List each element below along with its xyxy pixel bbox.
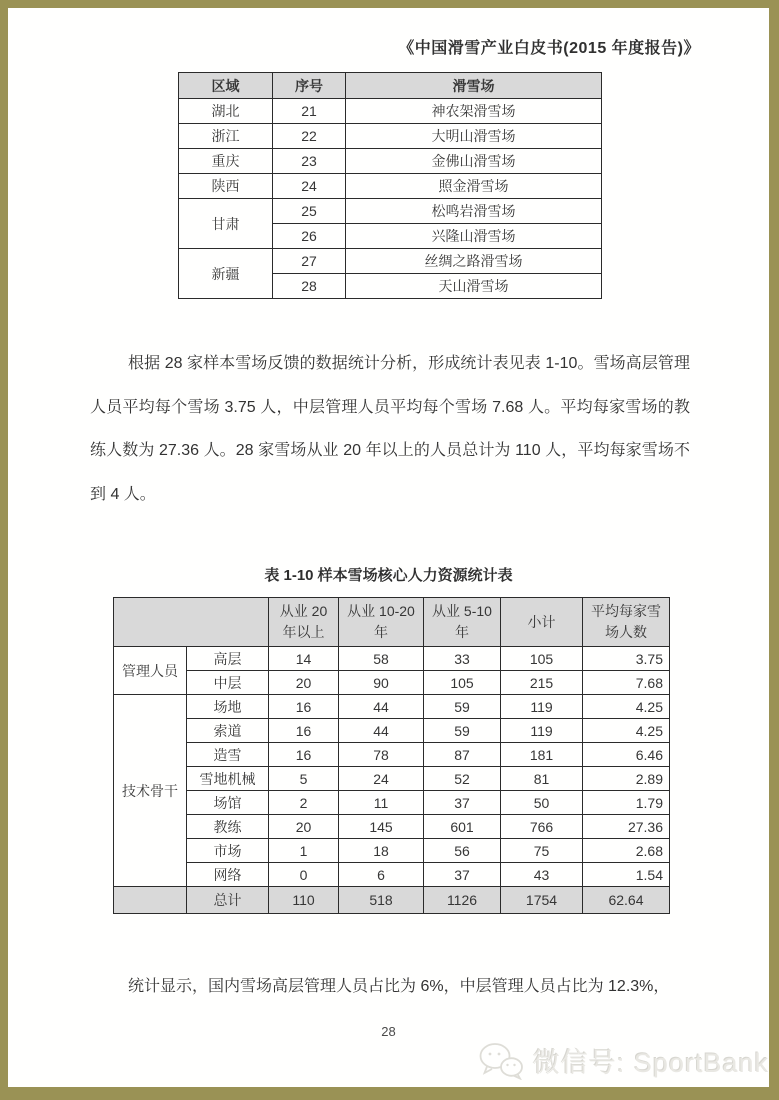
table-row	[114, 791, 670, 815]
table-cell: 75	[501, 839, 583, 863]
table-row	[114, 695, 670, 719]
table-row	[179, 149, 602, 174]
column-header: 小计	[501, 598, 583, 647]
table-cell: 2	[269, 791, 339, 815]
table-cell: 16	[269, 719, 339, 743]
table-cell: 181	[501, 743, 583, 767]
table-cell: 湖北	[179, 99, 273, 124]
table-cell: 浙江	[179, 124, 273, 149]
table-cell: 87	[424, 743, 501, 767]
hr-stats-table	[113, 597, 670, 914]
watermark	[478, 1041, 769, 1080]
table-cell: 总计	[187, 887, 269, 914]
table-cell: 5	[269, 767, 339, 791]
table-cell: 119	[501, 719, 583, 743]
table-cell: 20	[269, 815, 339, 839]
table-cell: 陕西	[179, 174, 273, 199]
table-cell: 松鸣岩滑雪场	[346, 199, 602, 224]
table-cell: 重庆	[179, 149, 273, 174]
table-cell: 58	[339, 647, 424, 671]
table-cell: 1.54	[583, 863, 670, 887]
watermark-text: 微信号: SportBank	[532, 1048, 769, 1078]
table-cell: 3.75	[583, 647, 670, 671]
document-header-title: 《中国滑雪产业白皮书(2015 年度报告)》	[398, 40, 700, 57]
table-cell: 78	[339, 743, 424, 767]
table-row	[114, 863, 670, 887]
table-cell: 照金滑雪场	[346, 174, 602, 199]
table-cell: 601	[424, 815, 501, 839]
body-paragraph: 统计显示，国内雪场高层管理人员占比为 6%，中层管理人员占比为 12.3%，	[128, 978, 670, 995]
table-cell: 2.68	[583, 839, 670, 863]
table-cell: 52	[424, 767, 501, 791]
table-row	[179, 174, 602, 199]
table-cell: 市场	[187, 839, 269, 863]
column-header: 滑雪场	[346, 73, 602, 99]
table-cell: 0	[269, 863, 339, 887]
table-cell: 24	[339, 767, 424, 791]
table-row	[114, 839, 670, 863]
table-row	[179, 99, 602, 124]
table-cell: 21	[273, 99, 346, 124]
table-cell: 50	[501, 791, 583, 815]
table-row	[114, 767, 670, 791]
table-cell: 1.79	[583, 791, 670, 815]
table-cell: 23	[273, 149, 346, 174]
table-cell: 索道	[187, 719, 269, 743]
table-row	[114, 743, 670, 767]
table-row	[114, 719, 670, 743]
column-header: 从业 5-10 年	[424, 598, 501, 647]
table-cell: 7.68	[583, 671, 670, 695]
table-cell: 神农架滑雪场	[346, 99, 602, 124]
table-cell: 766	[501, 815, 583, 839]
table-cell: 新疆	[179, 249, 273, 299]
page-number: 28	[381, 1024, 396, 1039]
wechat-icon	[478, 1042, 524, 1080]
table-cell: 14	[269, 647, 339, 671]
table-row	[114, 647, 670, 671]
table-cell: 造雪	[187, 743, 269, 767]
table-cell: 甘肃	[179, 199, 273, 249]
table-cell: 27	[273, 249, 346, 274]
table-cell: 62.64	[583, 887, 670, 914]
table-cell: 26	[273, 224, 346, 249]
table-cell: 215	[501, 671, 583, 695]
table-cell: 18	[339, 839, 424, 863]
table-cell: 1	[269, 839, 339, 863]
table-cell: 119	[501, 695, 583, 719]
table-cell: 丝绸之路滑雪场	[346, 249, 602, 274]
column-header: 序号	[273, 73, 346, 99]
table-cell: 44	[339, 695, 424, 719]
column-header	[114, 598, 269, 647]
body-paragraph: 根据 28 家样本雪场反馈的数据统计分析，形成统计表见表 1-10。雪场高层管理人员平均每个雪场 3.75 人，中层管理人员平均每个雪场 7.68 人。平均每家雪场的教练人数为 27.36 人。28 家雪场从业 20 年以上的人员总计为 110 人，平均每家雪场不到 4 人。	[90, 355, 690, 503]
table-cell: 22	[273, 124, 346, 149]
table-cell: 1754	[501, 887, 583, 914]
table-cell: 金佛山滑雪场	[346, 149, 602, 174]
column-header: 区域	[179, 73, 273, 99]
table-total-row	[114, 887, 670, 914]
table-cell: 105	[501, 647, 583, 671]
table-cell: 56	[424, 839, 501, 863]
table-cell: 网络	[187, 863, 269, 887]
column-header: 从业 20 年以上	[269, 598, 339, 647]
table-cell: 90	[339, 671, 424, 695]
table-cell: 105	[424, 671, 501, 695]
table-cell: 教练	[187, 815, 269, 839]
column-header: 平均每家雪场人数	[583, 598, 670, 647]
table-cell: 6	[339, 863, 424, 887]
table-cell: 43	[501, 863, 583, 887]
table-row	[114, 671, 670, 695]
table-row	[179, 124, 602, 149]
group-label-cell: 技术骨干	[114, 695, 187, 887]
table-header-row	[179, 73, 602, 99]
table-cell: 110	[269, 887, 339, 914]
table-cell: 天山滑雪场	[346, 274, 602, 299]
table-cell: 中层	[187, 671, 269, 695]
table-header-row	[114, 598, 670, 647]
table-cell: 11	[339, 791, 424, 815]
table-cell: 20	[269, 671, 339, 695]
table-cell: 33	[424, 647, 501, 671]
table-cell: 25	[273, 199, 346, 224]
table-cell: 雪地机械	[187, 767, 269, 791]
table-cell: 4.25	[583, 719, 670, 743]
table-cell: 81	[501, 767, 583, 791]
column-header: 从业 10-20 年	[339, 598, 424, 647]
table-cell: 大明山滑雪场	[346, 124, 602, 149]
table-cell: 场馆	[187, 791, 269, 815]
table-cell: 4.25	[583, 695, 670, 719]
table-caption: 表 1-10 样本雪场核心人力资源统计表	[264, 567, 513, 584]
table-cell: 兴隆山滑雪场	[346, 224, 602, 249]
table-row	[179, 249, 602, 274]
table-cell: 高层	[187, 647, 269, 671]
table-cell: 44	[339, 719, 424, 743]
table-cell: 145	[339, 815, 424, 839]
group-label-cell: 管理人员	[114, 647, 187, 695]
table-cell: 518	[339, 887, 424, 914]
table-cell: 37	[424, 863, 501, 887]
table-cell: 59	[424, 695, 501, 719]
table-cell: 24	[273, 174, 346, 199]
table-cell: 28	[273, 274, 346, 299]
region-resort-table	[178, 72, 602, 299]
table-cell: 16	[269, 743, 339, 767]
table-cell: 37	[424, 791, 501, 815]
table-cell: 59	[424, 719, 501, 743]
table-cell: 16	[269, 695, 339, 719]
table-cell: 6.46	[583, 743, 670, 767]
table-row	[114, 815, 670, 839]
table-cell: 场地	[187, 695, 269, 719]
table-cell	[114, 887, 187, 914]
table-cell: 2.89	[583, 767, 670, 791]
table-cell: 1126	[424, 887, 501, 914]
table-cell: 27.36	[583, 815, 670, 839]
table-row	[179, 199, 602, 224]
